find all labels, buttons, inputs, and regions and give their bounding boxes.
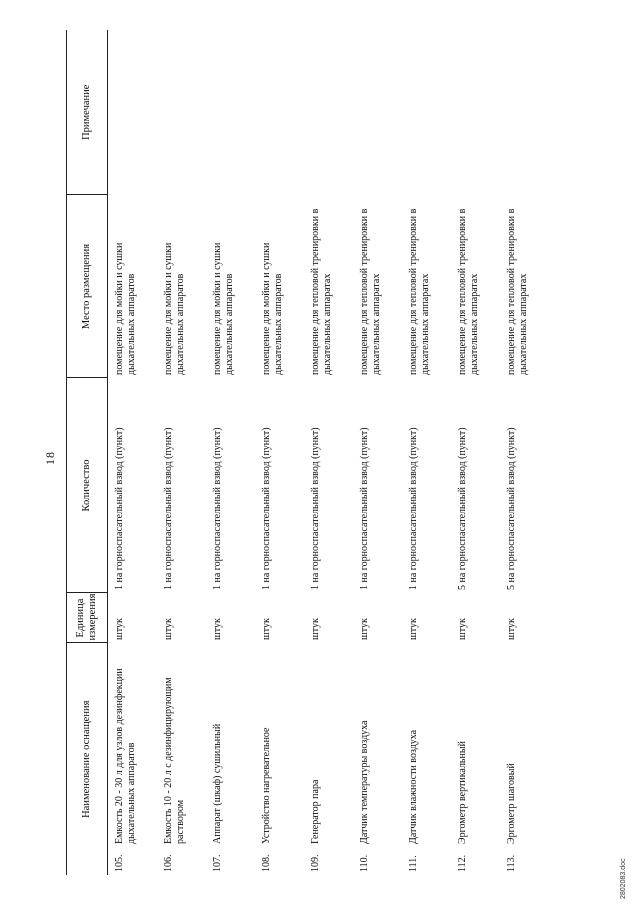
- file-name-footer: 2802083.doc: [620, 858, 627, 899]
- table-row: [108, 30, 158, 875]
- cell-note: [108, 30, 158, 195]
- row-number: 105.: [114, 854, 125, 872]
- cell-note: [353, 30, 402, 195]
- cell-unit: штук: [506, 618, 517, 640]
- row-number: 113.: [506, 854, 517, 872]
- cell-name: [206, 643, 255, 875]
- cell-name: [255, 643, 304, 875]
- cell-unit: штук: [359, 618, 370, 640]
- table-row: [451, 30, 500, 875]
- row-number: 106.: [163, 854, 174, 872]
- cell-name: [402, 643, 451, 875]
- header-unit: Единица измерения: [67, 593, 108, 643]
- cell-location: помещение для мойки и сушки дыхательных аппаратов: [212, 242, 235, 375]
- cell-unit: штук: [457, 618, 468, 640]
- cell-name: [500, 643, 549, 875]
- cell-name: [157, 643, 206, 875]
- equipment-table: [66, 30, 549, 875]
- row-number: 108.: [261, 854, 272, 872]
- cell-quantity: 1 на горноспасательный взвод (пункт): [261, 427, 272, 590]
- cell-name: [108, 643, 158, 875]
- cell-note: [402, 30, 451, 195]
- equipment-name: Устройство нагревательное: [261, 727, 272, 844]
- cell-quantity: 1 на горноспасательный взвод (пункт): [163, 427, 174, 590]
- table-row: [255, 30, 304, 875]
- row-number: 107.: [212, 854, 223, 872]
- cell-location: помещение для тепловой тренировки в дыхательных аппаратах: [506, 208, 529, 375]
- cell-name: [451, 643, 500, 875]
- cell-note: [500, 30, 549, 195]
- cell-note: [157, 30, 206, 195]
- table-row: [500, 30, 549, 875]
- cell-note: [255, 30, 304, 195]
- header-location: Место размещения: [67, 195, 108, 378]
- table-row: [402, 30, 451, 875]
- row-number: 111.: [408, 855, 419, 872]
- equipment-name: Емкость 20 - 30 л для узлов дезинфекции дыхательных аппаратов: [114, 668, 137, 844]
- table-row: [304, 30, 353, 875]
- cell-location: помещение для мойки и сушки дыхательных аппаратов: [114, 242, 137, 375]
- cell-quantity: 5 на горноспасательный взвод (пункт): [457, 427, 468, 590]
- row-number: 110.: [359, 854, 370, 872]
- table-row: [157, 30, 206, 875]
- cell-unit: штук: [163, 618, 174, 640]
- row-number: 112.: [457, 854, 468, 872]
- table-row: [206, 30, 255, 875]
- cell-quantity: 1 на горноспасательный взвод (пункт): [408, 427, 419, 590]
- cell-unit: штук: [261, 618, 272, 640]
- cell-location: помещение для мойки и сушки дыхательных аппаратов: [261, 242, 284, 375]
- equipment-name: Генератор пара: [310, 779, 321, 844]
- equipment-name: Датчик температуры воздуха: [359, 720, 370, 844]
- cell-quantity: 1 на горноспасательный взвод (пункт): [212, 427, 223, 590]
- cell-unit: штук: [310, 618, 321, 640]
- cell-note: [206, 30, 255, 195]
- equipment-name: Эргометр вертикальный: [457, 741, 468, 844]
- header-quantity: Количество: [67, 378, 108, 593]
- cell-location: помещение для тепловой тренировки в дыхательных аппаратах: [408, 208, 431, 375]
- cell-note: [304, 30, 353, 195]
- cell-unit: штук: [212, 618, 223, 640]
- row-number: 109.: [310, 854, 321, 872]
- cell-name: [304, 643, 353, 875]
- cell-quantity: 1 на горноспасательный взвод (пункт): [114, 427, 125, 590]
- header-name: Наименование оснащения: [67, 643, 108, 875]
- cell-unit: штук: [408, 618, 419, 640]
- cell-location: помещение для тепловой тренировки в дыхательных аппаратах: [359, 208, 382, 375]
- cell-quantity: 1 на горноспасательный взвод (пункт): [310, 427, 321, 590]
- cell-location: помещение для мойки и сушки дыхательных аппаратов: [163, 242, 186, 375]
- equipment-name: Емкость 10 - 20 л с дезинфицирующим раствором: [163, 677, 186, 844]
- equipment-name: Датчик влажности воздуха: [408, 729, 419, 844]
- equipment-name: Аппарат (шкаф) сушильный: [212, 723, 223, 844]
- header-note: Примечание: [67, 30, 108, 195]
- table-row: [353, 30, 402, 875]
- page-number: 18: [43, 451, 57, 465]
- cell-location: помещение для тепловой тренировки в дыхательных аппаратах: [310, 208, 333, 375]
- equipment-name: Эргометр шаговый: [506, 763, 517, 844]
- cell-unit: штук: [114, 618, 125, 640]
- cell-note: [451, 30, 500, 195]
- table-header-row: [67, 30, 108, 875]
- cell-name: [353, 643, 402, 875]
- cell-location: помещение для тепловой тренировки в дыхательных аппаратах: [457, 208, 480, 375]
- cell-quantity: 1 на горноспасательный взвод (пункт): [359, 427, 370, 590]
- cell-quantity: 5 на горноспасательный взвод (пункт): [506, 427, 517, 590]
